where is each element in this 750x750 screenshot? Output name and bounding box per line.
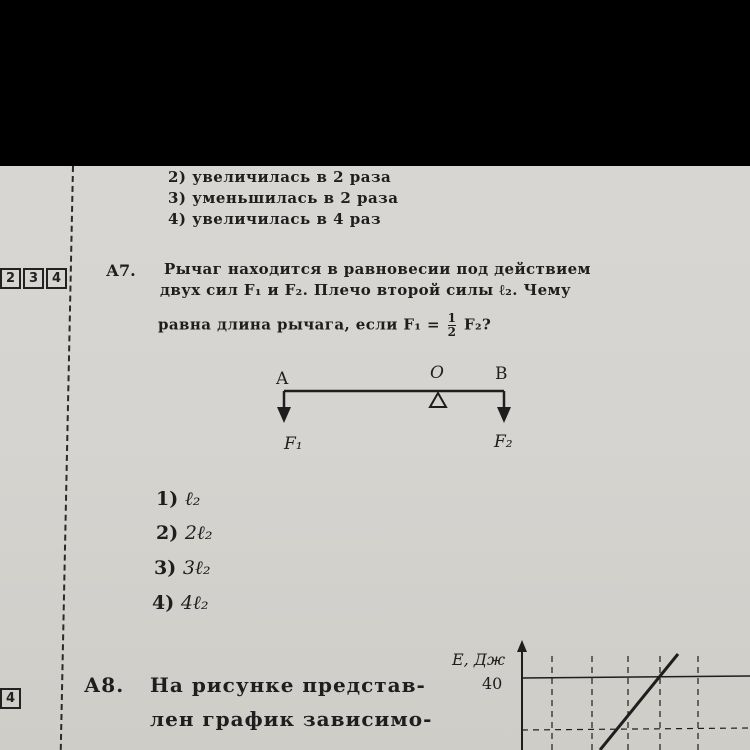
graph-tick-40: 40	[482, 674, 503, 693]
margin-dashed-line	[60, 166, 74, 750]
fraction-numerator: 1	[447, 311, 457, 325]
answer-3-number: 3)	[154, 557, 177, 579]
next-question-line-2: лен график зависимо-	[150, 707, 433, 731]
fraction-denominator: 2	[447, 325, 457, 339]
label-b: B	[495, 364, 508, 384]
prev-option-2: 2) увеличилась в 2 раза	[168, 168, 392, 186]
force-f1-arrowhead	[277, 407, 291, 423]
prev-option-3: 3) уменьшилась в 2 раза	[168, 189, 399, 207]
answer-4-value: 4ℓ₂	[180, 592, 209, 614]
graph-y-arrow	[517, 640, 527, 652]
a8-badges	[0, 688, 21, 709]
question-line-3-tail: F₂?	[463, 315, 492, 334]
prev-option-4: 4) увеличилась в 4 раз	[168, 210, 382, 228]
pivot-triangle	[430, 393, 446, 407]
answer-4	[152, 592, 208, 615]
badge-3: 3	[23, 268, 44, 289]
label-f1: F₁	[284, 434, 303, 454]
difficulty-badges	[0, 268, 67, 289]
answer-1-number: 1)	[156, 488, 179, 510]
badge-2: 2	[0, 268, 21, 289]
next-question-line-1: На рисунке представ-	[150, 673, 426, 697]
question-line-3-text: равна длина рычага, если F₁ =	[158, 315, 440, 334]
energy-graph	[510, 636, 750, 750]
label-o: O	[430, 363, 444, 383]
question-line-3	[158, 312, 491, 339]
question-line-1: Рычаг находится в равновесии под действием	[164, 260, 591, 278]
force-f2-arrowhead	[497, 407, 511, 423]
fraction	[448, 312, 457, 339]
answer-2	[156, 522, 212, 545]
answer-3-value: 3ℓ₂	[182, 557, 211, 579]
answer-4-number: 4)	[152, 592, 175, 614]
answer-3	[154, 557, 210, 580]
label-a: A	[276, 369, 289, 389]
graph-gridline-40	[522, 676, 750, 678]
graph-axis-label: E, Дж	[452, 650, 506, 669]
textbook-page	[0, 166, 750, 750]
label-f2: F₂	[494, 432, 513, 452]
answer-1	[156, 488, 200, 511]
answer-2-number: 2)	[156, 522, 179, 544]
answer-1-value: ℓ₂	[184, 488, 201, 510]
graph-line	[600, 654, 678, 750]
graph-gridline-lower	[522, 728, 750, 730]
question-number: А7.	[106, 261, 136, 280]
badge-4: 4	[46, 268, 67, 289]
question-line-2: двух сил F₁ и F₂. Плечо второй силы ℓ₂. Чему	[160, 281, 571, 299]
badge-a8: 4	[0, 688, 21, 709]
next-question-number: А8.	[84, 673, 125, 697]
answer-2-value: 2ℓ₂	[184, 522, 213, 544]
